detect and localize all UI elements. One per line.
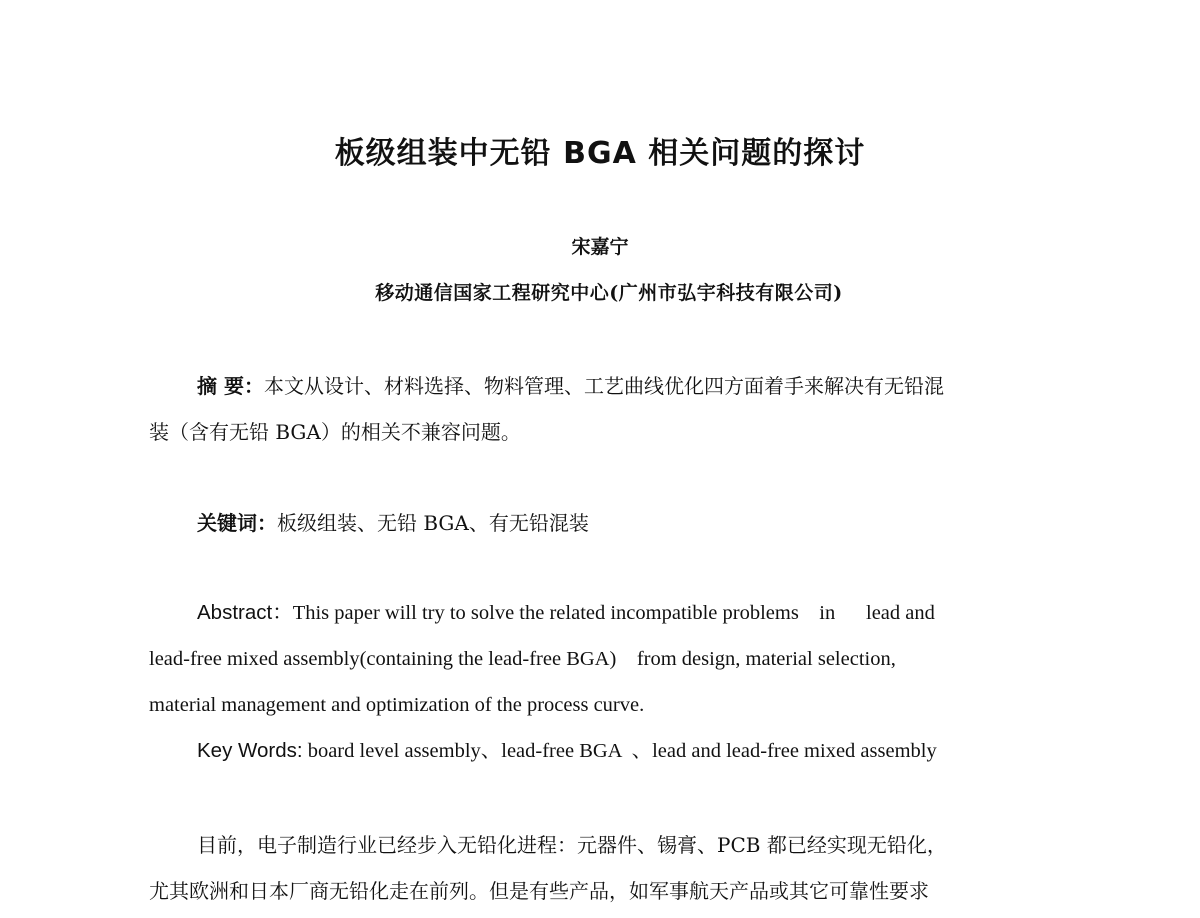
keywords-english bbox=[149, 728, 1054, 774]
abstract-chinese-line-1 bbox=[149, 363, 1054, 409]
abstract-english-label: Abstract： bbox=[197, 601, 293, 624]
abstract-english bbox=[149, 590, 1054, 728]
keywords-english-label: Key Words: bbox=[197, 739, 303, 762]
body-text-line-2: 尤其欧洲和日本厂商无铅化走在前列。但是有些产品，如军事航天产品或其它可靠性要求 bbox=[149, 879, 929, 903]
abstract-english-text-1: This paper will try to solve the related incompatible problems in lead and bbox=[292, 602, 935, 624]
abstract-chinese-label: 摘 要： bbox=[197, 374, 264, 398]
author-affiliation: 移动通信国家工程研究中心(广州市弘宇科技有限公司) bbox=[375, 282, 843, 304]
keywords-chinese bbox=[149, 500, 1054, 546]
body-text-line-1: 目前，电子制造行业已经步入无铅化进程：元器件、锡膏、PCB 都已经实现无铅化， bbox=[197, 833, 947, 857]
abstract-chinese bbox=[149, 363, 1054, 455]
abstract-chinese-text-2: 装（含有无铅 BGA）的相关不兼容问题。 bbox=[149, 420, 521, 444]
abstract-chinese-text-1: 本文从设计、材料选择、物料管理、工艺曲线优化四方面着手来解决有无铅混 bbox=[263, 374, 944, 398]
abstract-english-text-3: material management and optimization of the process curve. bbox=[149, 694, 645, 716]
keywords-chinese-text: 板级组装、无铅 BGA、有无铅混装 bbox=[277, 511, 589, 535]
author-name: 宋嘉宁 bbox=[571, 236, 629, 258]
body-paragraph bbox=[149, 822, 1054, 914]
abstract-english-text-2: lead-free mixed assembly(containing the lead-free BGA) from design, material selection, bbox=[149, 648, 896, 670]
keywords-english-text: board level assembly、lead-free BGA 、lead and lead-free mixed assembly bbox=[307, 740, 937, 762]
keywords-chinese-label: 关键词： bbox=[197, 511, 277, 535]
paper-title: 板级组装中无铅 BGA 相关问题的探讨 bbox=[334, 136, 866, 171]
